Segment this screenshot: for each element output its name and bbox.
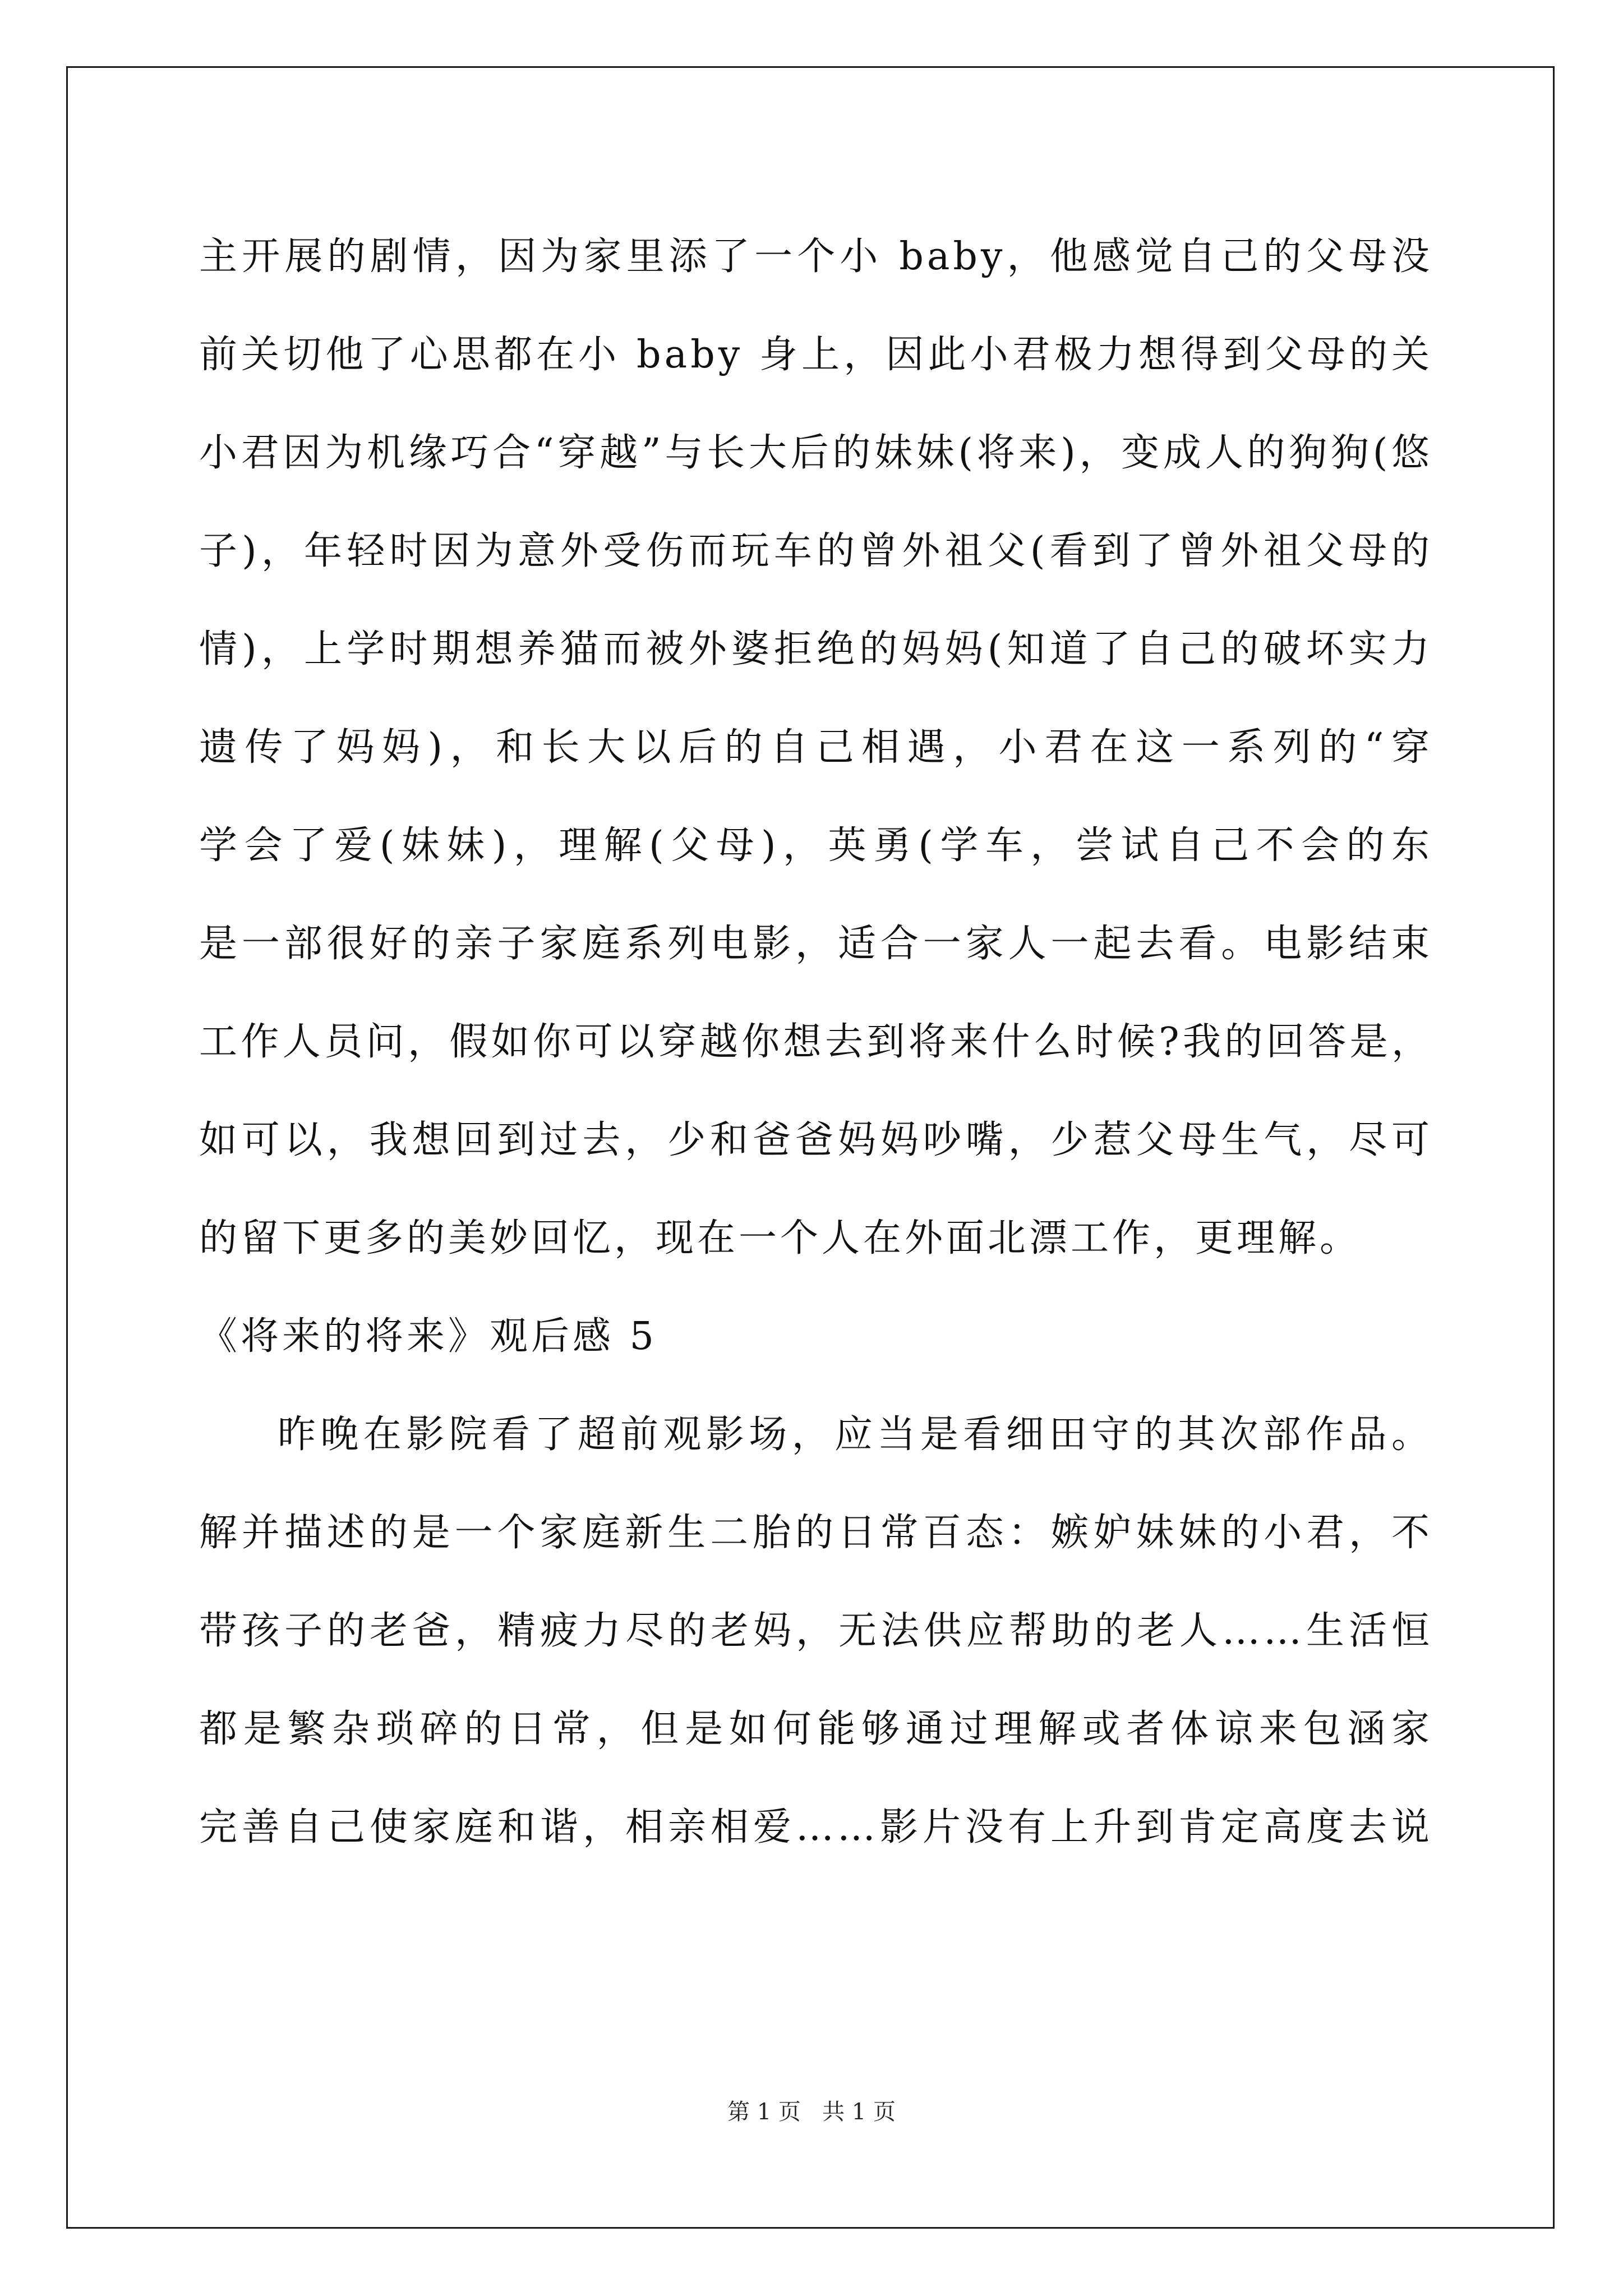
document-body xyxy=(199,208,1433,1876)
paragraph-line: 工作人员问，假如你可以穿越你想去到将来什么时候?我的回答是， xyxy=(199,1020,1433,1064)
paragraph-line: 子)，年轻时因为意外受伤而玩车的曾外祖父(看到了曾外祖父母的 xyxy=(199,529,1433,573)
paragraph-line: 如可以，我想回到过去，少和爸爸妈妈吵嘴，少惹父母生气，尽可 xyxy=(199,1118,1433,1162)
paragraph-line: 是一部很好的亲子家庭系列电影，适合一家人一起去看。电影结束 xyxy=(199,922,1433,966)
paragraph-line: 昨晚在影院看了超前观影场，应当是看细田守的其次部作品。 xyxy=(278,1412,1433,1457)
paragraph-line: 完善自己使家庭和谐，相亲相爱……影片没有上升到肯定高度去说 xyxy=(199,1805,1433,1849)
paragraph-line: 前关切他了心思都在小 baby 身上，因此小君极力想得到父母的关 xyxy=(199,333,1433,377)
paragraph-line: 主开展的剧情，因为家里添了一个小 baby，他感觉自己的父母没 xyxy=(199,234,1433,279)
paragraph-line: 都是繁杂琐碎的日常，但是如何能够通过理解或者体谅来包涵家 xyxy=(199,1707,1433,1751)
page-number-footer: 第 1 页 共 1 页 xyxy=(727,2099,896,2125)
paragraph-line: 解并描述的是一个家庭新生二胎的日常百态：嫉妒妹妹的小君，不 xyxy=(199,1511,1433,1555)
paragraph-line: 小君因为机缘巧合“穿越”与长大后的妹妹(将来)，变成人的狗狗(悠 xyxy=(199,431,1433,475)
paragraph-line: 的留下更多的美妙回忆，现在一个人在外面北漂工作，更理解。 xyxy=(199,1216,1362,1260)
paragraph-line: 学会了爱(妹妹)，理解(父母)，英勇(学车，尝试自己不会的东 xyxy=(199,823,1433,868)
paragraph-line: 遗传了妈妈)，和长大以后的自己相遇，小君在这一系列的“穿 xyxy=(199,725,1433,770)
paragraph-line: 带孩子的老爸，精疲力尽的老妈，无法供应帮助的老人……生活恒 xyxy=(199,1609,1433,1653)
paragraph-line: 情)，上学时期想养猫而被外婆拒绝的妈妈(知道了自己的破坏实力 xyxy=(199,627,1433,671)
section-heading: 《将来的将来》观后感 5 xyxy=(199,1314,657,1359)
